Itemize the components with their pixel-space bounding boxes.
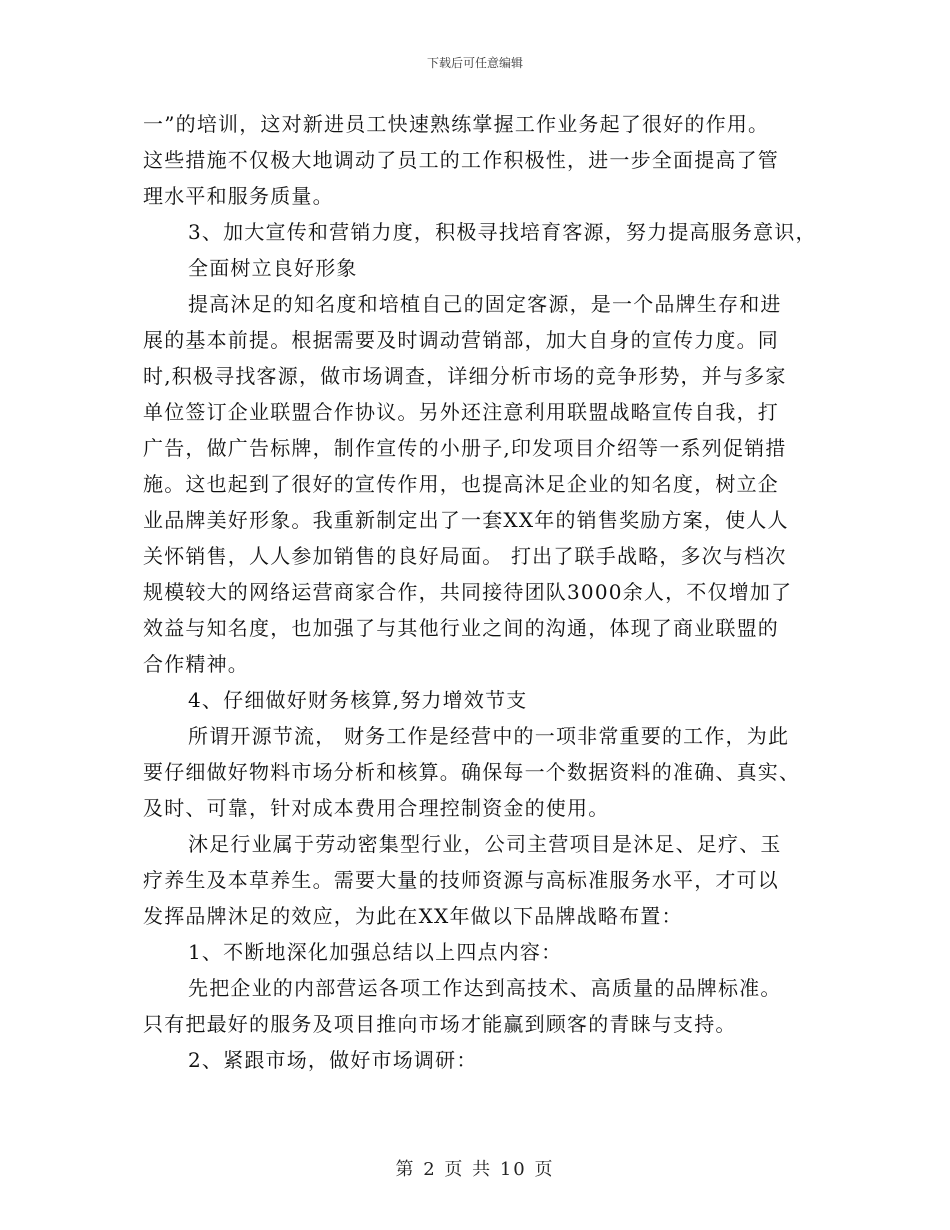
text-line: 提高沐足的知名度和培植自己的固定客源，是一个品牌生存和进 bbox=[188, 292, 782, 316]
text-line: 2、紧跟市场，做好市场调研： bbox=[188, 1048, 478, 1072]
text-line: 及时、可靠，针对成本费用合理控制资金的使用。 bbox=[143, 796, 610, 820]
text-line: 1、不断地深化加强总结以上四点内容： bbox=[188, 940, 563, 964]
text-line: 这些措施不仅极大地调动了员工的工作积极性，进一步全面提高了管 bbox=[143, 148, 779, 172]
text-line: 展的基本前提。根据需要及时调动营销部，加大自身的宣传力度。同 bbox=[143, 328, 779, 352]
text-line: 疗养生及本草养生。需要大量的技师资源与高标准服务水平，才可以 bbox=[143, 868, 779, 892]
text-line: 所谓开源节流， 财务工作是经营中的一项非常重要的工作，为此 bbox=[188, 724, 790, 748]
text-line: 4、仔细做好财务核算,努力增效节支 bbox=[188, 688, 528, 712]
text-line: 广告，做广告标牌，制作宣传的小册子,印发项目介绍等一系列促销措 bbox=[143, 436, 787, 460]
text-line: 全面树立良好形象 bbox=[188, 256, 358, 280]
text-line: 只有把最好的服务及项目推向市场才能赢到顾客的青睐与支持。 bbox=[143, 1012, 737, 1036]
text-line: 发挥品牌沐足的效应，为此在XX年做以下品牌战略布置： bbox=[143, 904, 683, 928]
text-line: 时,积极寻找客源，做市场调查，详细分析市场的竞争形势，并与多家 bbox=[143, 364, 787, 388]
page-footer: 第 2 页 共 10 页 bbox=[395, 1159, 555, 1180]
text-line: 单位签订企业联盟合作协议。另外还注意利用联盟战略宣传自我，打 bbox=[143, 400, 779, 424]
text-line: 一”的培训，这对新进员工快速熟练掌握工作业务起了很好的作用。 bbox=[143, 112, 770, 136]
text-line: 要仔细做好物料市场分析和核算。确保每一个数据资料的准确、真实、 bbox=[143, 760, 801, 784]
text-line: 沐足行业属于劳动密集型行业，公司主营项目是沐足、足疗、玉 bbox=[188, 832, 782, 856]
text-line: 先把企业的内部营运各项工作达到高技术、高质量的品牌标准。 bbox=[188, 976, 782, 1000]
page-header: 下载后可任意编辑 bbox=[426, 56, 523, 70]
text-line: 理水平和服务质量。 bbox=[143, 184, 334, 208]
text-line: 效益与知名度，也加强了与其他行业之间的沟通，体现了商业联盟的 bbox=[143, 616, 779, 640]
text-line: 关怀销售，人人参加销售的良好局面。 打出了联手战略，多次与档次 bbox=[143, 544, 787, 568]
text-line: 施。这也起到了很好的宣传作用，也提高沐足企业的知名度，树立企 bbox=[143, 472, 779, 496]
text-line: 规模较大的网络运营商家合作，共同接待团队3000余人，不仅增加了 bbox=[143, 580, 793, 604]
text-line: 3、加大宣传和营销力度，积极寻找培育客源，努力提高服务意识， bbox=[188, 220, 817, 244]
text-line: 业品牌美好形象。我重新制定出了一套XX年的销售奖励方案，使人人 bbox=[143, 508, 789, 532]
text-line: 合作精神。 bbox=[143, 652, 249, 676]
